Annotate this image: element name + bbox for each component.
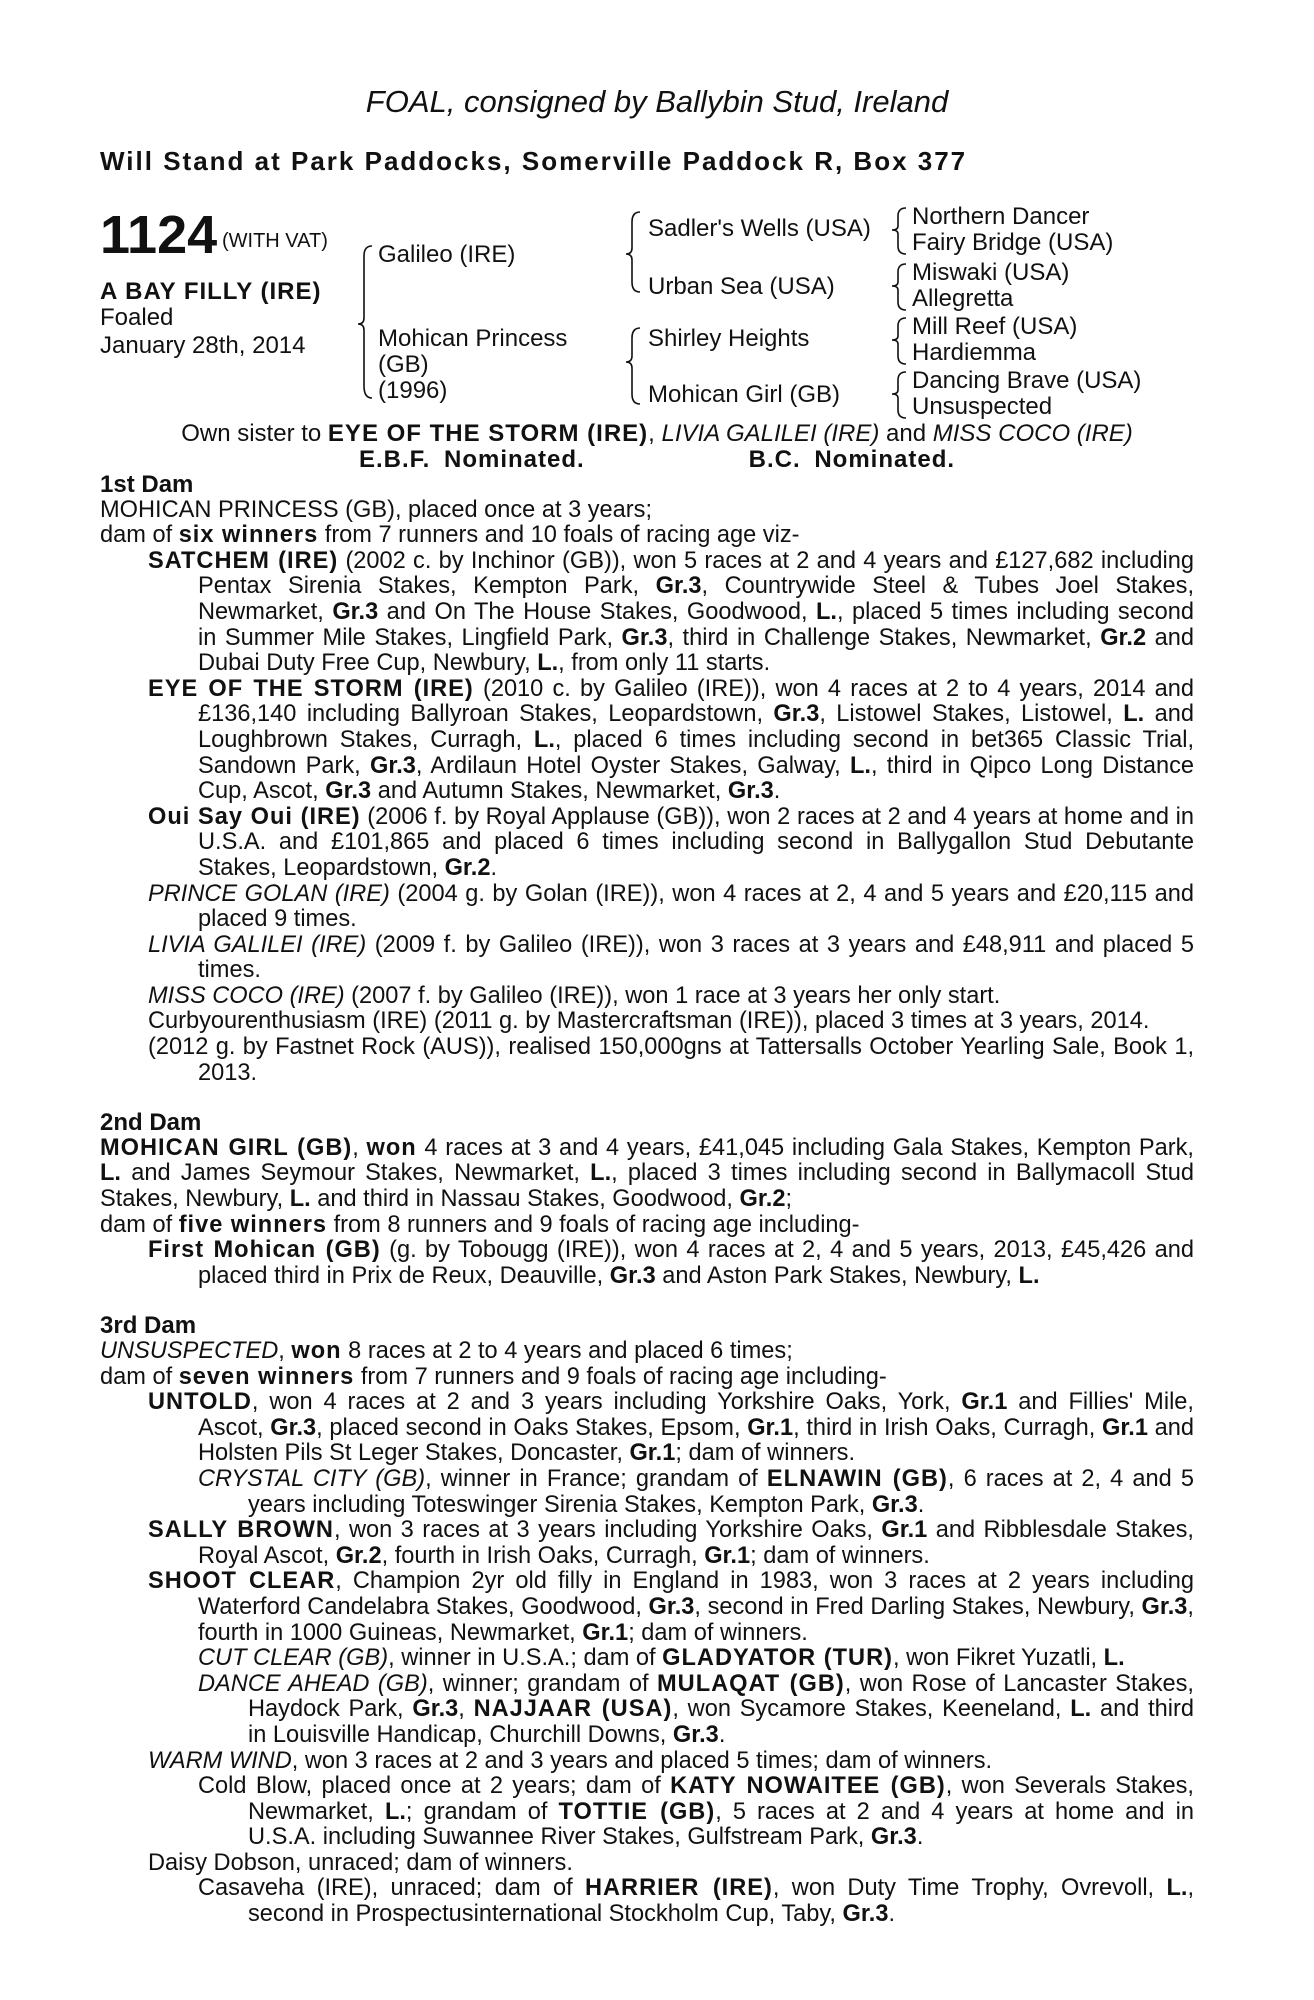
pedigree-braces [0,0,1314,440]
second-dam-intro: MOHICAN GIRL (GB), won 4 races at 3 and 4 years, £41,045 including Gala Stakes, Kempton Park, L. and James Seymour Stakes, Newmarket, L., placed 3 times including second in Ballymacoll Stud Stakes, Newbury, L. and third in Nassau Stakes, Goodwood, Gr.2; [100,1134,1194,1213]
progeny-livia-galilei: LIVIA GALILEI (IRE) (2009 f. by Galileo (IRE)), won 3 races at 3 years and £48,911 and placed 5 times. [148,931,1194,984]
own-sister-horse3: MISS COCO (IRE) [932,420,1133,447]
progeny-warm-wind: WARM WIND, won 3 races at 2 and 3 years and placed 5 times; dam of winners. [148,1747,993,1774]
catalogue-body [100,472,1194,1928]
pedigree-ssd: Fairy Bridge (USA) [912,229,1114,256]
own-sister-prefix: Own sister to [181,420,328,447]
dam-of-suffix: from 7 runners and 10 foals of racing age viz- [318,522,800,549]
first-dam-intro: MOHICAN PRINCESS (GB), placed once at 3 years; [100,496,653,523]
pedigree-dd: Mohican Girl (GB) [648,381,841,408]
bc-nominated: B.C. Nominated. [748,446,956,473]
progeny-casaveha: Casaveha (IRE), unraced; dam of HARRIER (IRE), won Duty Time Trophy, Ovrevoll, L., second in Prospectusinternational Stockholm Cup, Taby, Gr.3. [198,1875,1194,1928]
pedigree-dam-line3: (1996) [378,377,448,404]
second-dam-summary: dam of five winners from 8 runners and 9 foals of racing age including- [100,1211,860,1238]
progeny-cut-clear: CUT CLEAR (GB), winner in U.S.A.; dam of GLADYATOR (TUR), won Fikret Yuzatli, L. [198,1645,1125,1672]
pedigree-dsd: Hardiemma [912,339,1037,366]
vat-note: (WITH VAT) [222,230,328,252]
foaled-date: January 28th, 2014 [100,332,306,359]
third-dam-summary: dam of seven winners from 7 runners and 9 foals of racing age including- [100,1363,887,1390]
own-sister-line: Own sister to EYE OF THE STORM (IRE), LIVIA GALILEI (IRE) and MISS COCO (IRE) [181,420,1133,447]
progeny-first-mohican: First Mohican (GB) (g. by Tobougg (IRE)), won 4 races at 2, 4 and 5 years, 2013, £45,426 and placed third in Prix de Reux, Deauville, Gr.3 and Aston Park Stakes, Newbury, L. [148,1237,1194,1289]
pedigree-sdd: Allegretta [912,285,1014,312]
progeny-untold: UNTOLD, won 4 races at 2 and 3 years including Yorkshire Oaks, York, Gr.1 and Fillies' Mile, Ascot, Gr.3, placed second in Oaks Stakes, Epsom, Gr.1, third in Irish Oaks, Curragh, Gr.1 and Holsten Pils St Leger Stakes, Doncaster, Gr.1; dam of winners. [148,1389,1194,1467]
ebf-nominated: E.B.F. Nominated. [358,446,585,473]
pedigree-sire: Galileo (IRE) [378,241,516,268]
pedigree-sds: Miswaki (USA) [912,259,1070,286]
pedigree-dam-line2: (GB) [378,351,429,378]
progeny-daisy-dobson: Daisy Dobson, unraced; dam of winners. [148,1849,573,1876]
pedigree-ds: Shirley Heights [648,325,810,352]
progeny-miss-coco: MISS COCO (IRE) (2007 f. by Galileo (IRE)), won 1 race at 3 years her only start. [148,982,1001,1009]
pedigree-dds: Dancing Brave (USA) [912,367,1142,394]
own-sister-horse1: EYE OF THE STORM (IRE) [327,420,649,447]
pedigree-dam-line1: Mohican Princess [378,325,568,352]
dam-of-prefix: dam of [100,522,179,549]
first-dam-heading: 1st Dam [100,471,194,498]
first-dam-summary [100,523,1194,549]
progeny-cold-blow: Cold Blow, placed once at 2 years; dam of KATY NOWAITEE (GB), won Severals Stakes, Newmarket, L.; grandam of TOTTIE (GB), 5 races at 2 and 4 years at home and in U.S.A. including Suwannee River Stakes, Gulfstream Park, Gr.3. [198,1773,1194,1851]
progeny-2012: (2012 g. by Fastnet Rock (AUS)), realised 150,000gns at Tattersalls October Yearling Sale, Book 1, 2013. [148,1034,1194,1086]
stand-location: Will Stand at Park Paddocks, Somerville Paddock R, Box 377 [100,146,968,176]
third-dam-heading: 3rd Dam [100,1312,197,1340]
pedigree-sss: Northern Dancer [912,203,1090,230]
foaled-label: Foaled [100,304,174,331]
pedigree-sd: Urban Sea (USA) [648,273,835,300]
second-dam-heading: 2nd Dam [100,1109,202,1137]
pedigree-ddd: Unsuspected [912,393,1053,420]
own-sister-and: and [879,420,933,447]
progeny-prince-golan: PRINCE GOLAN (IRE) (2004 g. by Golan (IRE)), won 4 races at 2, 4 and 5 years and £20,115 and placed 9 times. [148,880,1194,933]
progeny-eye-of-the-storm: EYE OF THE STORM (IRE) (2010 c. by Galileo (IRE)), won 4 races at 2 to 4 years, 2014 and £136,140 including Ballyroan Stakes, Leopardstown, Gr.3, Listowel Stakes, Listowel, L. and Loughbrown Stakes, Curragh, L., placed 6 times including second in bet365 Classic Trial, Sandown Park, Gr.3, Ardilaun Hotel Oyster Stakes, Galway, L., third in Qipco Long Distance Cup, Ascot, Gr.3 and Autumn Stakes, Newmarket, Gr.3. [148,675,1195,805]
progeny-crystal-city: CRYSTAL CITY (GB), winner in France; grandam of ELNAWIN (GB), 6 races at 2, 4 and 5 years including Toteswinger Sirenia Stakes, Kempton Park, Gr.3. [198,1465,1194,1518]
winners-count: six winners [178,522,319,549]
progeny-dance-ahead: DANCE AHEAD (GB), winner; grandam of MULAQAT (GB), won Rose of Lancaster Stakes, Haydock Park, Gr.3, NAJJAAR (USA), won Sycamore Stakes, Keeneland, L. and third in Louisville Handicap, Churchill Downs, Gr.3. [198,1670,1194,1748]
progeny-shoot-clear: SHOOT CLEAR, Champion 2yr old filly in England in 1983, won 3 races at 2 years including Waterford Candelabra Stakes, Goodwood, Gr.3, second in Fred Darling Stakes, Newbury, Gr.3, fourth in 1000 Guineas, Newmarket, Gr.1; dam of winners. [148,1568,1195,1646]
own-sister-horse2: LIVIA GALILEI (IRE) [661,420,880,447]
progeny-oui-say-oui: Oui Say Oui (IRE) (2006 f. by Royal Applause (GB)), won 2 races at 2 and 4 years at home and in U.S.A. and £101,865 and placed 6 times including second in Ballygallon Stud Debutante Stakes, Leopardstown, Gr.2. [148,803,1194,881]
progeny-curbyourenthusiasm: Curbyourenthusiasm (IRE) (2011 g. by Mastercraftsman (IRE)), placed 3 times at 3 years, 2014. [148,1008,1150,1035]
third-dam-intro: UNSUSPECTED, won 8 races at 2 to 4 years and placed 6 times; [100,1338,793,1364]
pedigree-dss: Mill Reef (USA) [912,313,1078,340]
progeny-satchem: SATCHEM (IRE) (2002 c. by Inchinor (GB)), won 5 races at 2 and 4 years and £127,682 including Pentax Sirenia Stakes, Kempton Park, Gr.3, Countrywide Steel & Tubes Joel Stakes, Newmarket, Gr.3 and On The House Stakes, Goodwood, L., placed 5 times including second in Summer Mile Stakes, Lingfield Park, Gr.3, third in Challenge Stakes, Newmarket, Gr.2 and Dubai Duty Free Cup, Newbury, L., from only 11 starts. [148,547,1195,677]
nominations [0,446,1314,474]
progeny-sally-brown: SALLY BROWN, won 3 races at 3 years including Yorkshire Oaks, Gr.1 and Ribblesdale Stakes, Royal Ascot, Gr.2, fourth in Irish Oaks, Curragh, Gr.1; dam of winners. [148,1517,1194,1569]
pedigree-ss: Sadler's Wells (USA) [648,215,871,242]
lot-number: 1124 [100,205,218,265]
consignor-line: FOAL, consigned by Ballybin Stud, Ireland [365,84,949,119]
lot-description: A BAY FILLY (IRE) [100,278,322,305]
